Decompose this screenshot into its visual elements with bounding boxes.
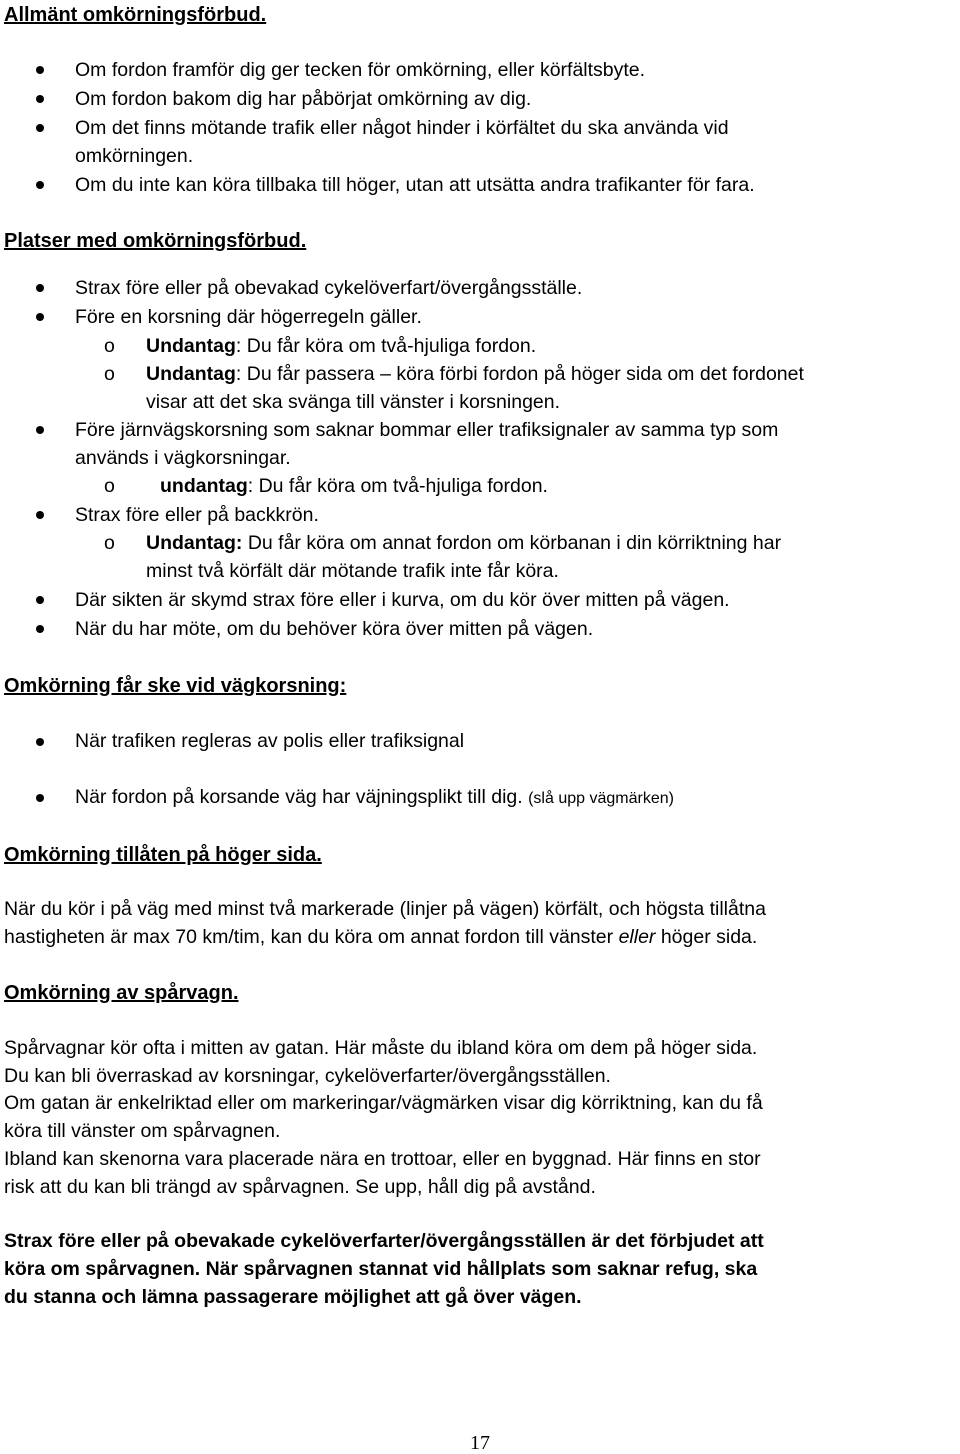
list-item: Om fordon framför dig ger tecken för omkörning, eller körfältsbyte. — [75, 59, 646, 81]
exception-label: undantag — [160, 475, 248, 497]
exception-text: : Du får passera – köra förbi fordon på höger sida om det fordonet — [235, 363, 804, 385]
bullet-icon — [36, 625, 44, 633]
list-item: När trafiken regleras av polis eller trafiksignal — [75, 730, 465, 752]
exception-label: Undantag — [146, 335, 236, 357]
list-item: Om det finns mötande trafik eller något hinder i körfältet du ska använda vid — [75, 117, 729, 139]
sub-list-item — [146, 365, 804, 385]
paragraph-text: hastigheten är max 70 km/tim, kan du köra om annat fordon till vänster — [4, 926, 619, 948]
sub-list-item-continuation: visar att det ska svänga till vänster i korsningen. — [146, 391, 561, 413]
emphasis-text: eller — [618, 926, 656, 948]
bullet-icon — [36, 181, 44, 189]
sub-bullet-marker: o — [104, 363, 115, 385]
sign-note: (slå upp vägmärken) — [528, 790, 674, 807]
exception-text: Du får köra om annat fordon om körbanan i din körriktning har — [242, 532, 782, 554]
list-item-text: När fordon på korsande väg har väjningsplikt till dig. — [75, 786, 523, 808]
list-item: När du har möte, om du behöver köra över mitten på vägen. — [75, 618, 594, 640]
exception-text: : Du får köra om två-hjuliga fordon. — [235, 335, 537, 357]
list-item: Om du inte kan köra tillbaka till höger, utan att utsätta andra trafikanter för fara. — [75, 174, 755, 196]
bullet-icon — [36, 426, 44, 434]
list-item: Före järnvägskorsning som saknar bommar eller trafiksignaler av samma typ som — [75, 419, 779, 441]
exception-label: Undantag — [146, 363, 236, 385]
bold-paragraph-line: Strax före eller på obevakade cykelöverfarter/övergångsställen är det förbjudet att — [4, 1230, 764, 1252]
bullet-icon — [36, 95, 44, 103]
paragraph-line: Ibland kan skenorna vara placerade nära en trottoar, eller en byggnad. Här finns en stor — [4, 1148, 761, 1170]
heading-intersection: Omkörning får ske vid vägkorsning: — [4, 675, 347, 697]
bullet-icon — [36, 284, 44, 292]
paragraph-line — [4, 928, 757, 948]
bullet-icon — [36, 738, 44, 746]
list-item: Strax före eller på backkrön. — [75, 504, 319, 526]
paragraph-text: höger sida. — [655, 926, 758, 948]
bullet-icon — [36, 313, 44, 321]
paragraph-line: Om gatan är enkelriktad eller om markeringar/vägmärken visar dig körriktning, kan du få — [4, 1092, 763, 1114]
sub-bullet-marker: o — [104, 475, 115, 497]
page-number: 17 — [470, 1432, 490, 1454]
heading-right-side: Omkörning tillåten på höger sida. — [4, 844, 322, 866]
bullet-icon — [36, 794, 44, 802]
sub-bullet-marker: o — [104, 532, 115, 554]
sub-list-item-continuation: minst två körfält där mötande trafik inte får köra. — [146, 560, 559, 582]
heading-general-ban: Allmänt omkörningsförbud. — [4, 4, 267, 26]
bold-paragraph-line: du stanna och lämna passagerare möjlighet att gå över vägen. — [4, 1286, 582, 1308]
list-item: Om fordon bakom dig har påbörjat omkörning av dig. — [75, 88, 532, 110]
bullet-icon — [36, 66, 44, 74]
bold-paragraph-line: köra om spårvagnen. När spårvagnen stannat vid hållplats som saknar refug, ska — [4, 1258, 758, 1280]
paragraph-line: Du kan bli överraskad av korsningar, cykelöverfarter/övergångsställen. — [4, 1065, 611, 1087]
list-item: Där sikten är skymd strax före eller i kurva, om du kör över mitten på vägen. — [75, 589, 730, 611]
list-item: Före en korsning där högerregeln gäller. — [75, 306, 422, 328]
list-item: Strax före eller på obevakad cykelöverfart/övergångsställe. — [75, 277, 583, 299]
bullet-icon — [36, 596, 44, 604]
paragraph-line: När du kör i på väg med minst två markerade (linjer på vägen) körfält, och högsta tillåtna — [4, 898, 766, 920]
list-item-continuation: omkörningen. — [75, 145, 194, 167]
sub-list-item — [160, 477, 548, 497]
paragraph-line: risk att du kan bli trängd av spårvagnen. Se upp, håll dig på avstånd. — [4, 1176, 596, 1198]
heading-places: Platser med omkörningsförbud. — [4, 230, 307, 252]
bullet-icon — [36, 124, 44, 132]
sub-list-item — [146, 337, 536, 357]
sub-bullet-marker: o — [104, 335, 115, 357]
paragraph-line: Spårvagnar kör ofta i mitten av gatan. Här måste du ibland köra om dem på höger sida. — [4, 1037, 758, 1059]
paragraph-line: köra till vänster om spårvagnen. — [4, 1120, 281, 1142]
exception-label: Undantag: — [146, 532, 243, 554]
exception-text: : Du får köra om två-hjuliga fordon. — [247, 475, 548, 497]
list-item — [75, 788, 674, 808]
bullet-icon — [36, 511, 44, 519]
heading-tram: Omkörning av spårvagn. — [4, 982, 239, 1004]
sub-list-item — [146, 534, 781, 554]
list-item-continuation: används i vägkorsningar. — [75, 447, 291, 469]
